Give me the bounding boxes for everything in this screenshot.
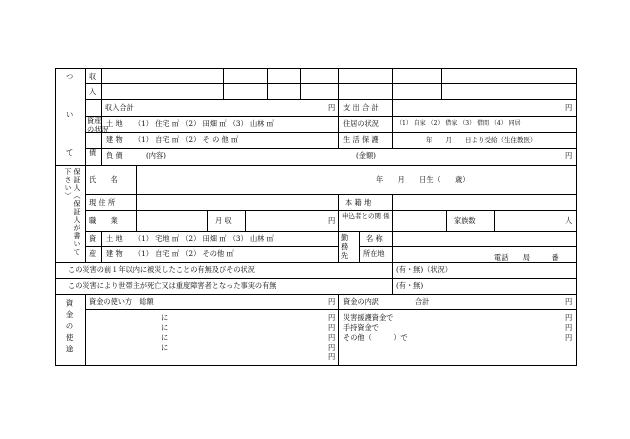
guarantor-land-label: 土 地 — [106, 234, 123, 243]
workplace-phone: 電話 局 番 — [494, 253, 559, 262]
income-total-label: 収入合計 — [105, 103, 134, 112]
breakdown-yen: 円 — [565, 333, 573, 342]
welfare-label: 生 活 保 護 — [343, 135, 379, 144]
monthly-income-label: 月 収 — [215, 216, 232, 225]
expense-total-label: 支 出 合 計 — [343, 103, 379, 112]
guarantor-land-options: （1） 宅地 ㎡ （2） 田畑 ㎡ （3） 山林 ㎡ — [134, 234, 274, 243]
side-label-i: い — [66, 110, 74, 119]
guarantor-birth: 年 月 日生（ 歳） — [376, 175, 470, 184]
income-label-1: 収 — [89, 72, 97, 81]
guarantor-building-options: （1） 自宅 ㎡ （2） その他 ㎡ — [134, 249, 234, 258]
guarantor-name-label: 氏 名 — [89, 175, 118, 184]
workplace-label: 勤務先 — [341, 233, 349, 260]
guarantor-building-label: 建 物 — [106, 249, 123, 258]
expense-total-yen: 円 — [565, 103, 573, 112]
liabilities-amount: (金額) — [356, 151, 376, 160]
usage-item: に — [161, 323, 169, 332]
guarantor-side-label: 保証人（保証人が書いて下さい） — [64, 168, 81, 256]
workplace-name-label: 名 称 — [366, 234, 383, 243]
family-persons: 人 — [565, 216, 573, 225]
residence-status-label: 住居の状況 — [343, 119, 379, 128]
usage-yen: 円 — [328, 343, 336, 352]
residence-options: （1） 自家 （2） 借家 （3） 借間 （4） 同居 — [396, 120, 521, 127]
usage-yen: 円 — [328, 333, 336, 342]
land-label: 土 地 — [106, 119, 123, 128]
liabilities-label: 負 債 — [106, 151, 123, 160]
current-address-label: 現 住 所 — [89, 198, 116, 207]
usage-yen: 円 — [328, 352, 336, 361]
side-label-tsu: つ — [66, 72, 74, 81]
side-label-te: て — [66, 148, 74, 157]
asset-status-label-2: の状況 — [87, 125, 109, 134]
usage-item: に — [161, 333, 169, 342]
prior-disaster-answer: (有・無)（状況） — [396, 265, 452, 274]
monthly-income-yen: 円 — [328, 216, 336, 225]
funds-usage-header: 資金の使い方 総額 — [89, 297, 154, 306]
income-total-yen: 円 — [328, 103, 336, 112]
usage-item: に — [161, 313, 169, 322]
family-label: 家族数 — [454, 216, 476, 225]
income-label-2: 入 — [89, 87, 97, 96]
usage-yen: 円 — [328, 313, 336, 322]
guarantor-assets-label-1: 資 — [89, 234, 97, 243]
liabilities-content: (内容) — [146, 151, 166, 160]
asset-status-label-1: 資産 — [87, 116, 102, 125]
breakdown-item: 手持資金で — [343, 323, 379, 332]
breakdown-item: その他（ ）で — [343, 333, 408, 342]
liabilities-label-1: 債 — [89, 148, 97, 157]
death-disability-answer: (有・無) — [396, 281, 424, 290]
occupation-label: 職 業 — [89, 216, 118, 225]
guarantor-assets-label-2: 産 — [89, 249, 97, 258]
funds-side-label: 資金の使途 — [65, 299, 74, 357]
liabilities-yen: 円 — [565, 151, 573, 160]
usage-yen: 円 — [328, 323, 336, 332]
loan-application-form — [55, 68, 577, 366]
funds-usage-yen: 円 — [328, 297, 336, 306]
breakdown-item: 災害援護資金で — [343, 313, 394, 322]
workplace-address-label: 所在地 — [363, 249, 385, 258]
land-options: （1） 住宅 ㎡ （2） 田畑 ㎡ （3） 山林 ㎡ — [134, 119, 274, 128]
funds-breakdown-header: 資金の内訳 合計 — [343, 297, 430, 306]
usage-item: に — [161, 343, 169, 352]
prior-disaster-question: この災害の前１年以内に被災したことの有無及びその状況 — [68, 265, 255, 274]
relation-label: 申込者との関 係 — [342, 212, 390, 220]
welfare-date: 年 月 日より受給（生住教医） — [426, 136, 537, 144]
domicile-label: 本 籍 地 — [345, 198, 372, 207]
funds-breakdown-yen: 円 — [565, 297, 573, 306]
breakdown-yen: 円 — [565, 313, 573, 322]
building-options: （1） 自宅 ㎡ （2） そ の 他 ㎡ — [134, 135, 239, 144]
building-label: 建 物 — [106, 135, 123, 144]
death-disability-question: この災害により世帯主が死亡又は重度障害者となった事実の有無 — [68, 281, 277, 290]
breakdown-yen: 円 — [565, 323, 573, 332]
